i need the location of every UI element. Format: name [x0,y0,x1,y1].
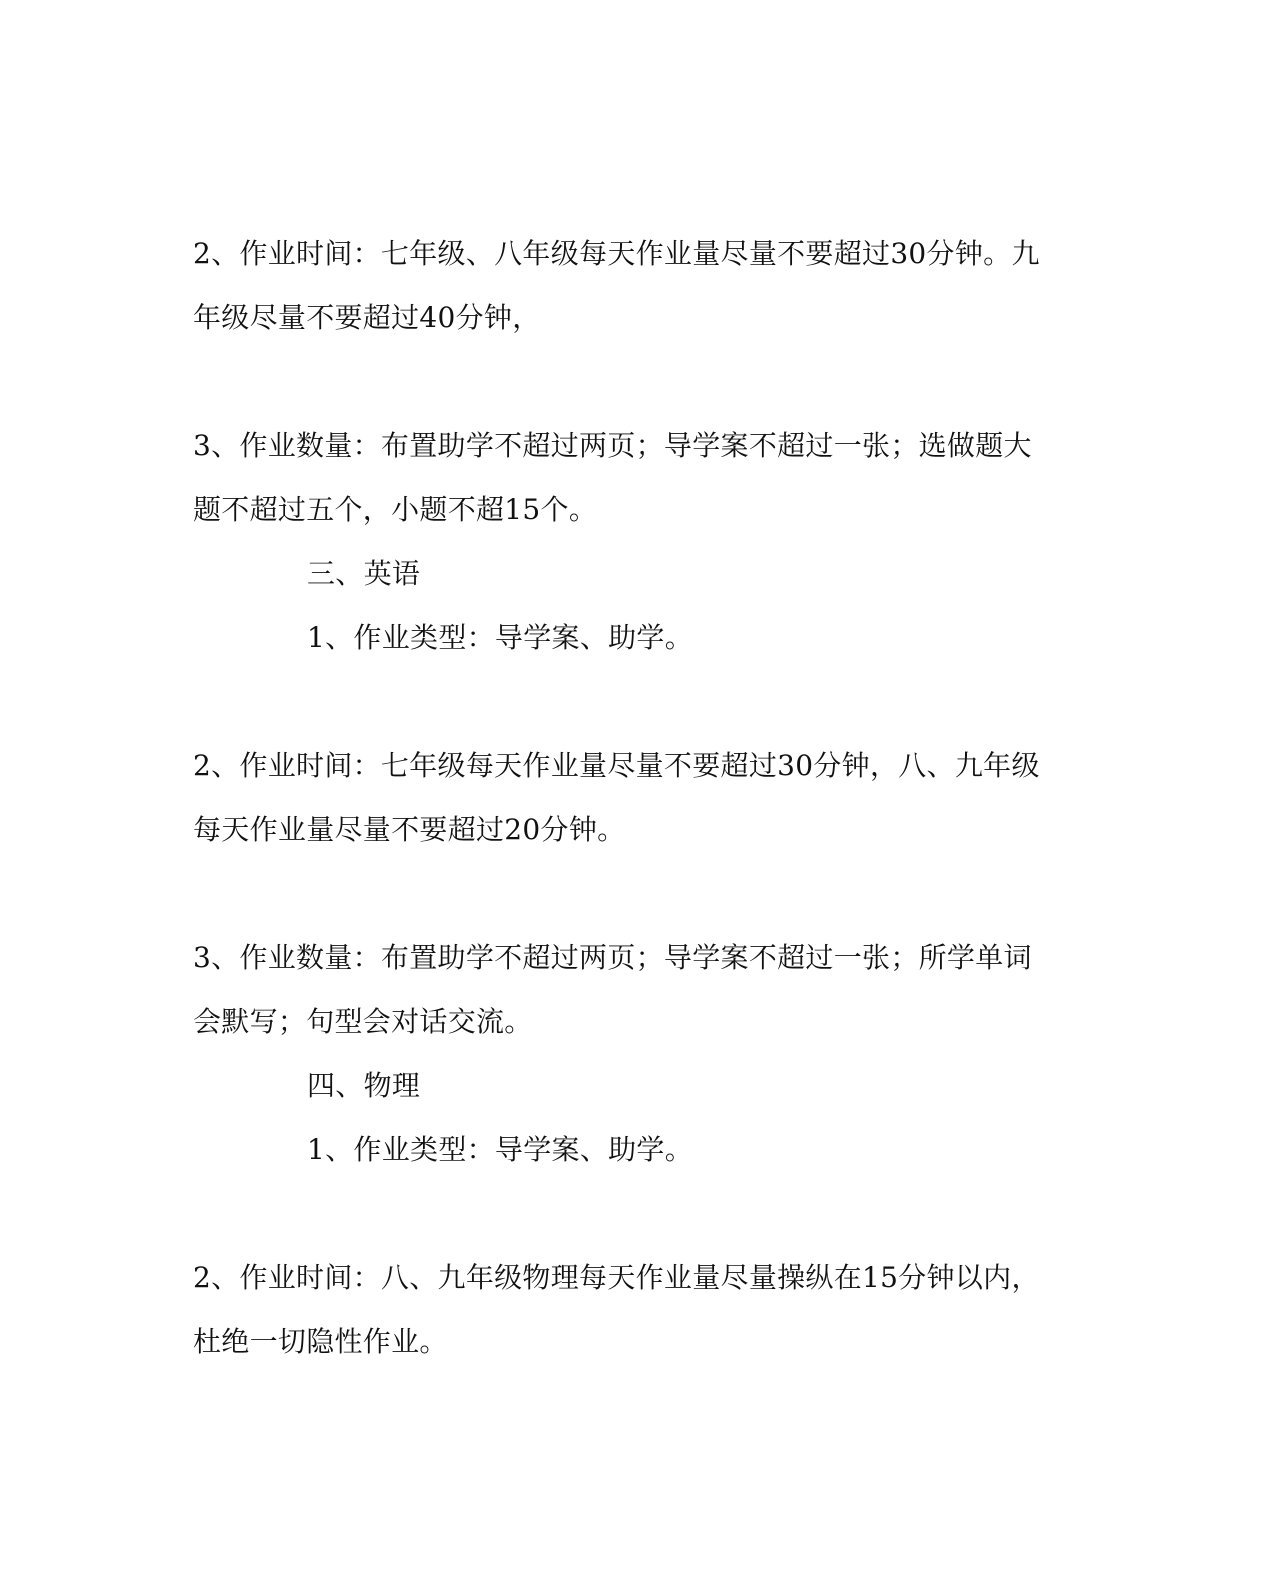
paragraph-line: 年级尽量不要超过40分钟， [193,301,541,334]
paragraph-line: 1、作业类型：导学案、助学。 [307,621,694,654]
section-heading-english: 三、英语 [307,557,421,590]
paragraph-line: 3、作业数量：布置助学不超过两页；导学案不超过一张；选做题大 [193,429,1032,462]
paragraph-line: 会默写；句型会对话交流。 [193,1005,533,1038]
paragraph-line: 每天作业量尽量不要超过20分钟。 [193,813,626,846]
paragraph-line: 2、作业时间：七年级、八年级每天作业量尽量不要超过30分钟。九 [193,237,1040,270]
paragraph-line: 题不超过五个，小题不超15个。 [193,493,598,526]
paragraph-line: 3、作业数量：布置助学不超过两页；导学案不超过一张；所学单词 [193,941,1032,974]
paragraph-line: 1、作业类型：导学案、助学。 [307,1133,694,1166]
paragraph-line: 2、作业时间：八、九年级物理每天作业量尽量操纵在15分钟以内， [193,1261,1040,1294]
section-heading-physics: 四、物理 [307,1069,421,1102]
paragraph-line: 杜绝一切隐性作业。 [193,1325,448,1358]
paragraph-line: 2、作业时间：七年级每天作业量尽量不要超过30分钟，八、九年级 [193,749,1040,782]
